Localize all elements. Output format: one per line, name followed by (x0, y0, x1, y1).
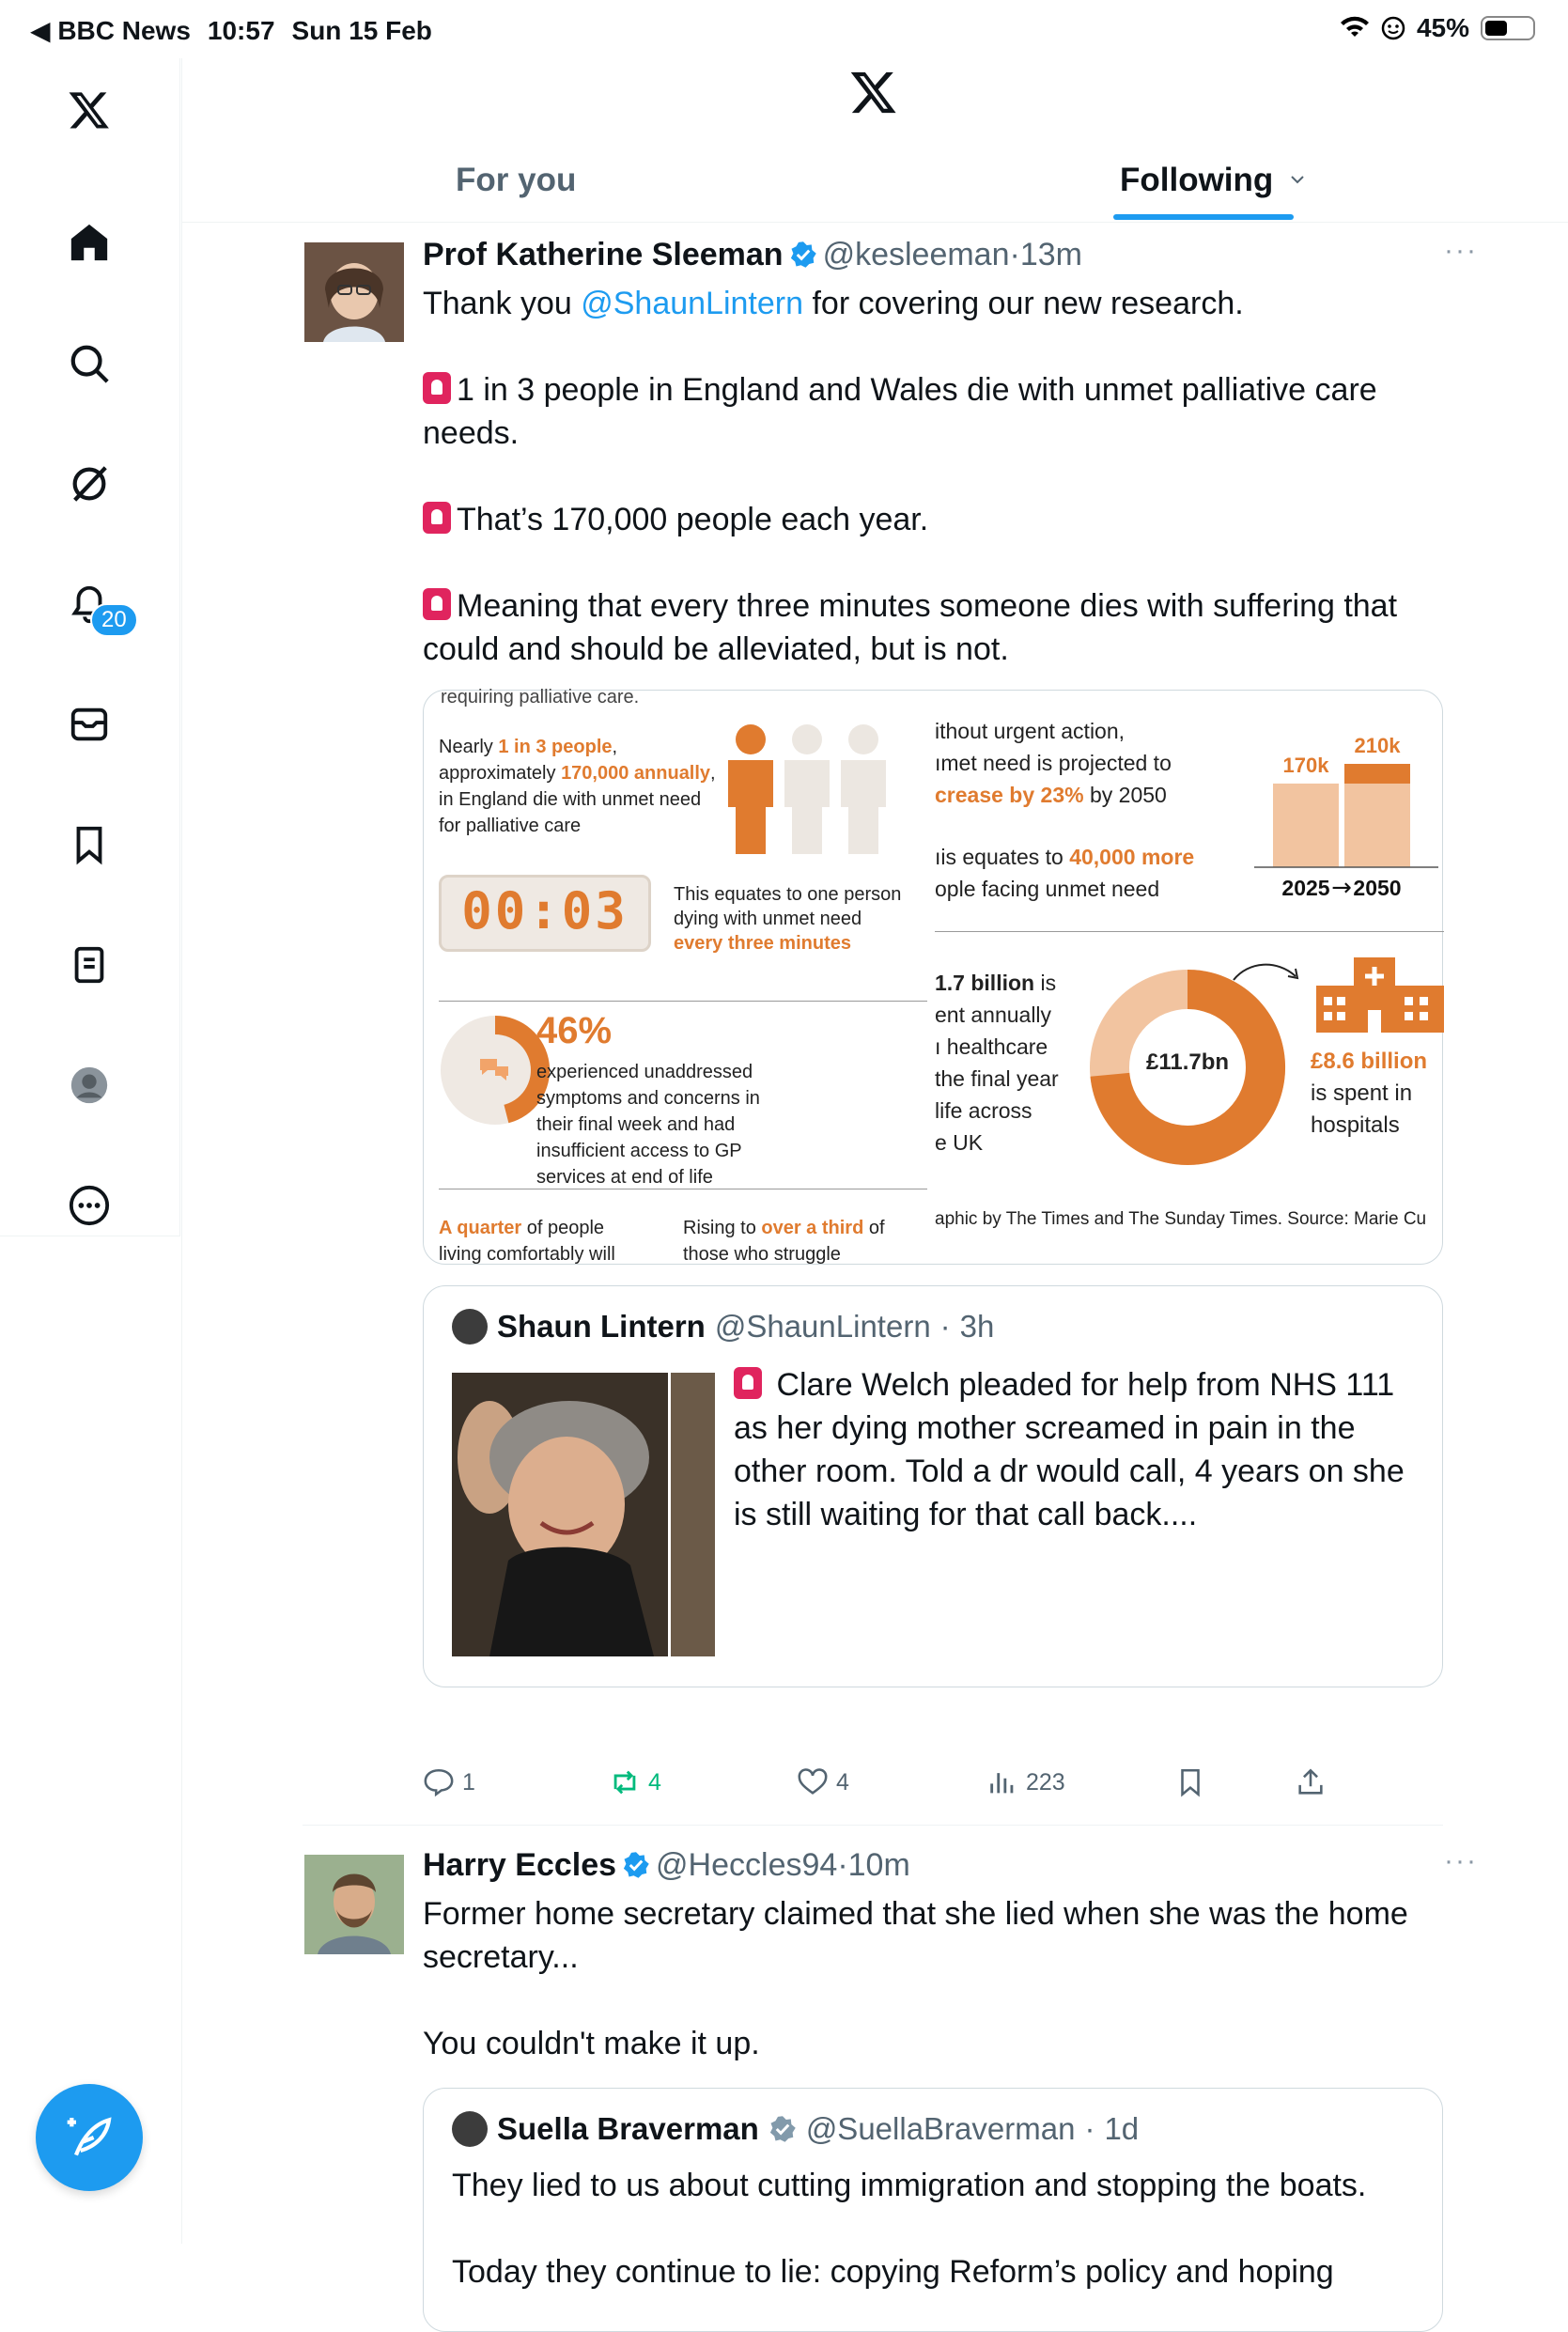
nearly-one-in-three-text (439, 734, 721, 839)
siren-emoji-icon (734, 1367, 762, 1399)
x-tick-label: 2050 (1353, 876, 1402, 900)
author-name[interactable]: Harry Eccles (423, 1847, 617, 1883)
status-bar (0, 0, 1567, 58)
tweet-actions (423, 1766, 1443, 1804)
verified-badge-icon (789, 241, 817, 269)
text-span: of people living comfortably will (439, 1218, 615, 1265)
quote-text (452, 2164, 1429, 2293)
text-span: ıis equates to (935, 845, 1070, 869)
highlight: A quarter (439, 1218, 522, 1238)
share-button[interactable] (1295, 1766, 1327, 1798)
infographic-cut-caption: requiring palliative care. (441, 687, 640, 707)
donut-center-label: £11.7bn (1145, 1049, 1230, 1075)
text-span: , approximately (439, 737, 618, 784)
pct-pie-chart (439, 1014, 551, 1127)
tweet-header (423, 237, 1082, 273)
highlight: over a third (761, 1218, 864, 1238)
like-button[interactable] (797, 1766, 849, 1798)
verified-badge-icon (768, 2115, 797, 2143)
paragraph-2: You couldn't make it up. (423, 2026, 760, 2061)
quote-text-content: Clare Welch pleaded for help from NHS 111 as her dying mother screamed in pain in the other room. Told a dr would call, 4 years on she is still waiting for that call back.... (734, 1367, 1405, 1532)
text-line: ent annually (935, 1003, 1052, 1027)
quarter-text (439, 1215, 645, 1267)
mention-link[interactable]: @ShaunLintern (581, 286, 804, 321)
text-span: Thank you (423, 286, 582, 321)
text-line: e UK (935, 1130, 984, 1155)
battery-icon (1481, 16, 1535, 40)
share-icon (1295, 1766, 1327, 1798)
pct-description: experienced unaddressed symptoms and concerns in their final week and had insufficient access to GP services at end of life (536, 1062, 760, 1188)
divider (439, 1001, 927, 1002)
clock-digits: 00:03 (461, 881, 629, 941)
clock: 10:57 (207, 15, 275, 45)
projection-text (935, 715, 1235, 811)
arrow-label: → (1331, 874, 1352, 902)
text-line: the final year (935, 1066, 1059, 1091)
paragraph-2: 1 in 3 people in England and Wales die with unmet palliative care needs. (423, 372, 1377, 451)
separator-dot: · (1084, 2111, 1095, 2146)
highlight: 1.7 billion (935, 971, 1035, 995)
timeline-tabs (182, 152, 1568, 223)
text-span: This equates to one person dying with unmet need (674, 884, 902, 929)
separator-dot: · (939, 1309, 951, 1344)
reply-icon (423, 1766, 455, 1798)
quote-thumbnail-image[interactable] (452, 1373, 715, 1656)
bookmark-button[interactable] (1174, 1766, 1206, 1798)
repost-button[interactable] (609, 1766, 661, 1798)
tweet-time: 3h (959, 1309, 995, 1344)
forty-thousand-text (935, 841, 1245, 905)
back-app-label: BBC News (57, 16, 191, 45)
home-icon[interactable] (58, 211, 120, 273)
view-count: 223 (1026, 1768, 1065, 1796)
tab-following-label: Following (1120, 162, 1274, 198)
views-button[interactable] (986, 1766, 1065, 1798)
messages-icon[interactable] (58, 693, 120, 755)
tweet-header (423, 1847, 910, 1884)
tweet-time[interactable]: 10m (847, 1847, 910, 1883)
siren-emoji-icon (423, 372, 451, 404)
rising-text (683, 1215, 908, 1267)
heart-icon (797, 1766, 829, 1798)
compose-feather-icon (63, 2111, 116, 2164)
reply-button[interactable] (423, 1766, 475, 1798)
hospital-text (1311, 1046, 1442, 1142)
infographic-image[interactable] (423, 687, 1443, 1265)
divider (935, 931, 1444, 932)
text-span: is spent in hospitals (1311, 1080, 1413, 1138)
like-count: 4 (836, 1768, 849, 1796)
repost-count: 4 (648, 1768, 661, 1796)
focus-icon (1381, 16, 1405, 40)
infographic-credit: aphic by The Times and The Sunday Times. Source: Marie Cu (935, 1209, 1427, 1229)
tweet-text (423, 1892, 1419, 2108)
author-handle: @SuellaBraverman (805, 2111, 1076, 2146)
curved-arrow-icon (1230, 956, 1305, 993)
tab-for-you[interactable]: For you (456, 162, 577, 198)
author-name: Shaun Lintern (497, 1309, 706, 1344)
text-span: , in England die with unmet need for palliative care (439, 763, 716, 836)
bar-data-label: 210k (1354, 734, 1401, 757)
text-span: of those who struggle (683, 1218, 885, 1265)
quote-header (452, 2111, 1139, 2147)
tweet-time: 1d (1104, 2111, 1140, 2146)
main-timeline (181, 58, 1567, 2290)
tweet-time[interactable]: 13m (1019, 237, 1082, 272)
highlight: crease by 23% (935, 783, 1084, 807)
separator-dot: · (837, 1847, 848, 1883)
repost-icon (609, 1766, 641, 1798)
percent-46: 46% (536, 1010, 613, 1051)
highlight: every three minutes (674, 933, 851, 954)
paragraph-3: That’s 170,000 people each year. (457, 502, 929, 537)
notification-count-badge: 20 (90, 603, 138, 637)
verified-badge-icon (622, 1851, 650, 1879)
author-handle: @ShaunLintern (714, 1309, 931, 1344)
x-tick-label: 2025 (1281, 876, 1330, 900)
digital-clock (439, 875, 651, 952)
x-logo-icon[interactable] (58, 79, 120, 141)
paragraph-4: Meaning that every three minutes someone dies with suffering that could and should be alleviated, but is not. (423, 588, 1398, 667)
more-options-icon[interactable] (58, 1174, 120, 1236)
avatar[interactable] (304, 1855, 404, 1954)
grok-icon[interactable] (58, 453, 120, 515)
author-handle[interactable]: @Heccles94 (656, 1847, 838, 1883)
tweet-harry-eccles[interactable] (182, 1825, 1568, 2290)
billion-text (935, 967, 1085, 1158)
x-header-logo-icon[interactable] (849, 68, 898, 121)
text-span: Rising to (683, 1218, 762, 1238)
highlight: 1 in 3 people (498, 737, 613, 757)
highlight: 170,000 annually (561, 763, 711, 784)
separator-dot: · (1009, 237, 1020, 272)
text-line: ithout urgent action, (935, 719, 1126, 743)
bar-increase-segment (1344, 764, 1410, 784)
tab-following[interactable] (1120, 162, 1307, 199)
paragraph-1: Former home secretary claimed that she lied when she was the home secretary... (423, 1896, 1408, 1975)
text-span: is (1034, 971, 1057, 995)
compose-post-button[interactable] (36, 2084, 143, 2191)
date: Sun 15 Feb (291, 15, 432, 45)
tweet-text (423, 282, 1419, 714)
bookmarks-icon[interactable] (58, 814, 120, 876)
siren-emoji-icon (423, 588, 451, 620)
text-span: Nearly (439, 737, 499, 757)
lists-icon[interactable] (58, 934, 120, 996)
author-name: Suella Braverman (497, 2111, 759, 2146)
text-line: ople facing unmet need (935, 877, 1160, 901)
people-figures-icon (722, 723, 892, 854)
text-line: life across (935, 1098, 1032, 1123)
avatar (452, 1309, 488, 1345)
search-icon[interactable] (58, 333, 120, 395)
bar-chart (1250, 706, 1444, 903)
bookmark-icon (1174, 1766, 1206, 1798)
battery-percent: 45% (1416, 13, 1469, 42)
text-span: for covering our new research. (803, 286, 1244, 321)
back-app-link[interactable]: ◀ BBC News (30, 16, 191, 45)
author-name[interactable]: Prof Katherine Sleeman (423, 237, 784, 272)
bar-data-label: 170k (1282, 753, 1329, 777)
quoted-tweet-shaun-lintern[interactable] (423, 1285, 1443, 1687)
chevron-down-icon (1288, 170, 1307, 189)
bar-2025 (1273, 784, 1339, 867)
profile-avatar-icon[interactable] (58, 1054, 120, 1116)
quoted-tweet-suella-braverman[interactable] (423, 2088, 1443, 2332)
sidebar-nav (0, 58, 180, 1236)
highlight: 40,000 more (1069, 845, 1195, 869)
avatar (452, 2111, 488, 2147)
text-span: by 2050 (1083, 783, 1167, 807)
hospital-building-icon (1316, 957, 1444, 1033)
more-menu-icon[interactable]: ··· (1444, 235, 1478, 266)
avatar[interactable] (304, 242, 404, 342)
quote-header (452, 1309, 994, 1345)
text-line: ımet need is projected to (935, 751, 1172, 775)
more-menu-icon[interactable]: ··· (1444, 1845, 1478, 1876)
siren-emoji-icon (423, 502, 451, 534)
paragraph-1: They lied to us about cutting immigration and stopping the boats. (452, 2168, 1367, 2203)
quote-text (734, 1363, 1410, 1536)
text-line: ı healthcare (935, 1034, 1048, 1059)
views-chart-icon (986, 1766, 1018, 1798)
wifi-icon (1340, 16, 1370, 40)
equates-text (674, 882, 908, 956)
author-handle[interactable]: @kesleeman (822, 237, 1010, 272)
paragraph-2: Today they continue to lie: copying Reform’s policy and hoping (452, 2254, 1334, 2290)
highlight: £8.6 billion (1311, 1049, 1428, 1074)
active-tab-indicator (1113, 214, 1294, 220)
reply-count: 1 (462, 1768, 475, 1796)
